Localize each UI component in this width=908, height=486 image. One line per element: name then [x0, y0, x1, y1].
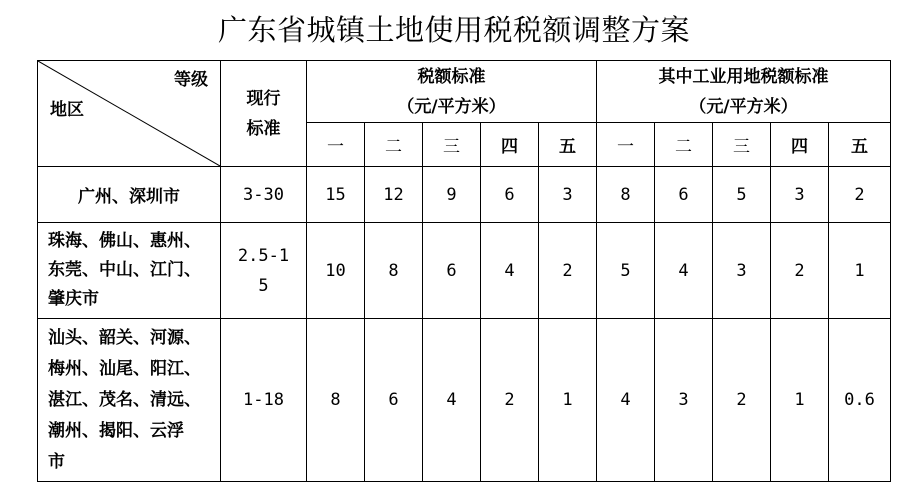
current-standard-cell [221, 223, 307, 319]
tax-cell: 10 [307, 223, 365, 319]
grade-header: 五 [539, 123, 597, 167]
industrial-standard-unit: （元/平方米） [689, 96, 798, 117]
grade-header: 五 [829, 123, 891, 167]
tax-cell: 12 [365, 167, 423, 223]
industrial-cell: 6 [655, 167, 713, 223]
current-standard-label-line2: 标准 [246, 118, 281, 139]
tax-cell: 6 [423, 223, 481, 319]
industrial-standard-label: 其中工业用地税额标准 [658, 66, 829, 87]
industrial-standard-header [597, 61, 891, 123]
tax-cell: 15 [307, 167, 365, 223]
grade-header: 一 [597, 123, 655, 167]
tax-cell: 2 [539, 223, 597, 319]
table-row [38, 167, 891, 223]
table-row [38, 319, 891, 482]
header-row [38, 61, 891, 123]
grade-header: 二 [655, 123, 713, 167]
industrial-cell: 4 [655, 223, 713, 319]
industrial-cell: 3 [771, 167, 829, 223]
current-standard-value: 1-18 [243, 390, 284, 410]
industrial-cell: 2 [771, 223, 829, 319]
grade-header: 三 [713, 123, 771, 167]
grade-header: 四 [771, 123, 829, 167]
current-standard-value: 2.5-1 [237, 245, 290, 266]
tax-cell: 4 [481, 223, 539, 319]
industrial-cell: 3 [655, 319, 713, 482]
tax-cell: 1 [539, 319, 597, 482]
industrial-cell: 4 [597, 319, 655, 482]
region-line: 潮州、揭阳、云浮 [48, 420, 184, 441]
region-line: 东莞、中山、江门、 [48, 260, 201, 280]
grade-header: 四 [481, 123, 539, 167]
grade-header: 二 [365, 123, 423, 167]
industrial-cell: 2 [713, 319, 771, 482]
page-title: 广东省城镇土地使用税税额调整方案 [217, 13, 690, 47]
region-line: 汕头、韶关、河源、 [48, 327, 201, 348]
region-label: 地区 [50, 100, 84, 120]
tax-standard-unit: （元/平方米） [397, 96, 506, 117]
region-line: 湛江、茂名、清远、 [48, 389, 201, 410]
tax-cell: 2 [481, 319, 539, 482]
current-standard-label-line1: 现行 [246, 88, 281, 109]
region-line: 肇庆市 [48, 289, 99, 309]
region-line: 市 [48, 451, 65, 472]
region-cell [38, 223, 221, 319]
industrial-cell: 1 [771, 319, 829, 482]
level-label: 等级 [174, 70, 208, 90]
tax-cell: 3 [539, 167, 597, 223]
region-line: 广州、深圳市 [78, 187, 180, 207]
industrial-cell: 0.6 [829, 319, 891, 482]
industrial-cell: 1 [829, 223, 891, 319]
region-line: 珠海、佛山、惠州、 [48, 231, 201, 251]
tax-standard-header [307, 61, 597, 123]
tax-standard-label: 税额标准 [417, 66, 486, 87]
current-standard-value: 5 [258, 275, 269, 296]
industrial-cell: 8 [597, 167, 655, 223]
tax-table [37, 60, 891, 482]
region-line: 梅州、汕尾、阳江、 [48, 358, 201, 379]
current-standard-cell [221, 319, 307, 482]
industrial-cell: 2 [829, 167, 891, 223]
industrial-cell: 5 [713, 167, 771, 223]
current-standard-cell [221, 167, 307, 223]
tax-cell: 8 [307, 319, 365, 482]
current-standard-header [221, 61, 307, 167]
corner-header-cell [38, 61, 221, 167]
grade-header: 一 [307, 123, 365, 167]
industrial-cell: 5 [597, 223, 655, 319]
current-standard-value: 3-30 [243, 184, 284, 205]
industrial-cell: 3 [713, 223, 771, 319]
tax-cell: 6 [365, 319, 423, 482]
tax-cell: 6 [481, 167, 539, 223]
region-cell [38, 319, 221, 482]
tax-cell: 4 [423, 319, 481, 482]
table-row [38, 223, 891, 319]
tax-cell: 8 [365, 223, 423, 319]
region-cell [38, 167, 221, 223]
tax-cell: 9 [423, 167, 481, 223]
grade-header: 三 [423, 123, 481, 167]
